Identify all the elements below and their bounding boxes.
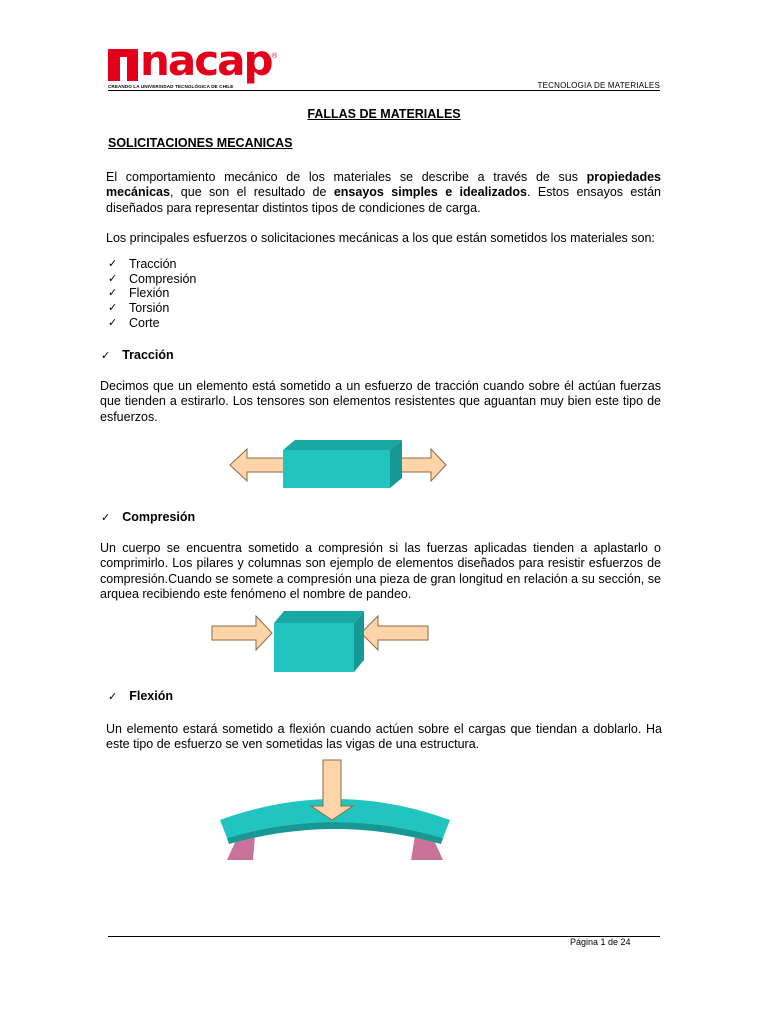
traction-figure — [225, 437, 455, 491]
flexion-paragraph: Un elemento estará sometido a flexión cuando actúen sobre el cargas que tiendan a doblarlo. Ha este tipo de esfuerzo se ven sometidas las vigas de una estructura. — [106, 722, 662, 752]
check-icon: ✓ — [101, 512, 111, 524]
page-number: Página 1 de 24 — [570, 937, 631, 947]
list-item: ✓ Tracción — [108, 257, 177, 271]
left-pull-arrow — [230, 449, 287, 481]
intro-bold-1: propiedades mecánicas — [106, 170, 661, 200]
course-header: TECNOLOGIA DE MATERIALES — [537, 81, 660, 90]
section-heading-flexion: ✓ Flexión — [108, 689, 173, 703]
flexion-figure — [215, 758, 455, 866]
section-subtitle: SOLICITACIONES MECANICAS — [108, 136, 293, 150]
logo-registered-mark: ® — [272, 53, 278, 60]
list-item: ✓ Compresión — [108, 271, 197, 286]
traction-block-front — [283, 450, 390, 488]
compression-block-top — [274, 611, 364, 623]
check-icon: ✓ — [101, 350, 111, 362]
section-heading-traccion: ✓ Tracción — [101, 348, 174, 362]
header-divider — [108, 90, 660, 91]
list-item: ✓ Corte — [108, 315, 160, 330]
intro-bold-2: ensayos simples e idealizados — [333, 185, 527, 200]
traccion-paragraph: Decimos que un elemento está sometido a un esfuerzo de tracción cuando sobre él actúan fuerzas que tienden a estirarlo. Los tensores son elementos resistentes que aguantan muy bien este tipo de esfuerzos. — [100, 379, 661, 424]
inacap-logo — [108, 36, 278, 93]
compression-figure — [208, 608, 438, 676]
list-item: ✓ Torsión — [108, 301, 170, 316]
logo-wordmark: nacap — [140, 36, 272, 85]
intro-paragraph: El comportamiento mecánico de los materiales se describe a través de sus propiedades mecánicas, que son el resultado de ensayos simples e idealizados. Estos ensayos están diseñados para representar distintos tipos de condiciones de carga. — [106, 170, 662, 215]
list-intro: Los principales esfuerzos o solicitaciones mecánicas a los que están sometidos los materiales son: — [106, 231, 655, 245]
compresion-paragraph: Un cuerpo se encuentra sometido a compresión si las fuerzas aplicadas tienden a aplastarlo o comprimirlo. Los pilares y columnas son ejemplo de elementos diseñados para resistir esfuerzos de compresión.Cuando se somete a compresión una pieza de gran longitud en relación a su sección, se arquea recibiendo este fenómeno el nombre de pandeo. — [100, 541, 661, 602]
list-item: ✓ Flexión — [108, 286, 170, 301]
logo-tagline: CREANDO LA UNIVERSIDAD TECNOLÓGICA DE CHILE — [108, 84, 234, 89]
left-push-arrow — [212, 616, 272, 650]
check-icon: ✓ — [108, 258, 118, 270]
section-heading-compresion: ✓ Compresión — [101, 510, 196, 524]
check-icon: ✓ — [108, 316, 118, 329]
compression-block-front — [274, 623, 354, 672]
solicitations-list — [108, 257, 196, 331]
right-push-arrow — [361, 616, 428, 650]
document-title: FALLAS DE MATERIALES — [307, 107, 461, 121]
check-icon: ✓ — [108, 287, 118, 300]
check-icon: ✓ — [108, 272, 118, 285]
check-icon: ✓ — [108, 691, 118, 703]
check-icon: ✓ — [108, 302, 118, 315]
traction-block-top — [283, 440, 402, 450]
logo-i-stroke — [120, 57, 127, 81]
